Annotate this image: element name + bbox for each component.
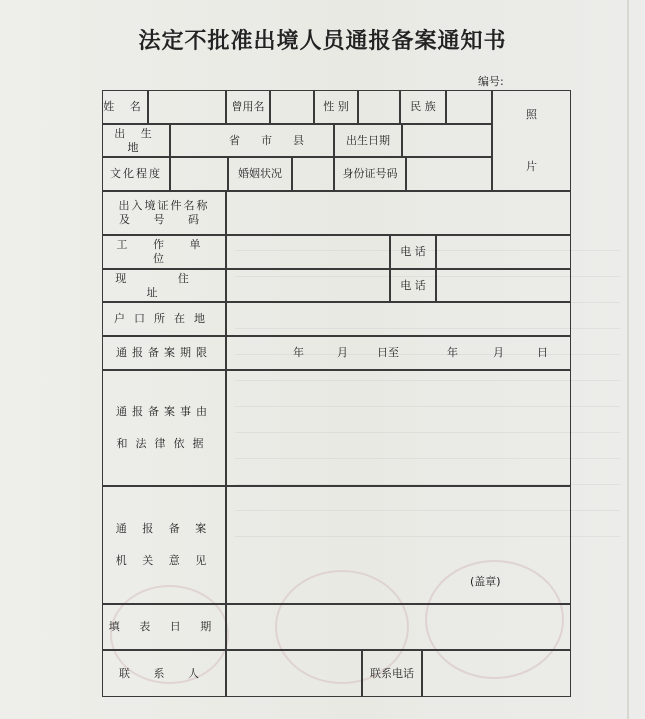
marital-status-label: 婚姻状况 [228,157,292,191]
photo-label-1: 照 [526,107,537,121]
education-label: 文化程度 [102,157,170,191]
former-name-value-cell[interactable] [270,90,314,124]
address-phone-label: 电 话 [390,269,436,302]
period-end-day-label: 日 [537,346,548,359]
agency-opinion-value-cell[interactable] [226,486,571,604]
filing-reason-value-cell[interactable] [226,370,571,486]
fill-date-value-cell[interactable] [226,604,571,650]
employer-value-cell[interactable] [226,235,390,269]
photo-label-2: 片 [526,159,537,173]
gender-value-cell[interactable] [358,90,400,124]
employer-label: 工 作 单 位 [102,235,226,269]
birthplace-value-cell[interactable] [170,124,334,157]
travel-document-value-cell[interactable] [226,191,571,235]
travel-document-label [102,191,226,235]
period-start-year-label: 年 [293,346,304,359]
period-end-month-label: 月 [493,346,504,359]
agency-opinion-label-line1: 通 报 备 案 [115,522,213,535]
period-start-month-label: 月 [337,346,348,359]
filing-reason-label-line1: 通报备案事由 [116,405,212,418]
id-number-value-cell[interactable] [406,157,492,191]
name-label: 姓 名 [102,90,148,124]
address-phone-value-cell[interactable] [436,269,571,302]
employer-phone-value-cell[interactable] [436,235,571,269]
document-title: 法定不批准出境人员通报备案通知书 [138,28,507,54]
travel-document-label-line1: 出入境证件名称 [118,199,210,212]
fill-date-label: 填 表 日 期 [102,604,226,650]
education-value-cell[interactable] [170,157,228,191]
travel-document-label-line2: 及 号 码 [119,213,209,226]
ethnicity-value-cell[interactable] [446,90,492,124]
birthplace-label: 出 生 地 [102,124,170,157]
agency-opinion-label-line2: 机 关 意 见 [115,554,213,567]
address-value-cell[interactable] [226,269,390,302]
marital-status-value-cell[interactable] [292,157,334,191]
province-label: 省 [229,133,240,147]
period-start-day-label: 日至 [377,346,399,359]
address-label: 现 住 址 [102,269,226,302]
period-end-year-label: 年 [447,346,458,359]
contact-person-value-cell[interactable] [226,650,362,697]
filing-reason-label [102,370,226,486]
name-value-cell[interactable] [148,90,226,124]
gender-label: 性 别 [314,90,358,124]
birth-date-value-cell[interactable] [402,124,492,157]
contact-phone-value-cell[interactable] [422,650,571,697]
birth-date-label: 出生日期 [334,124,402,157]
filing-period-label: 通报备案期限 [102,336,226,370]
county-label: 县 [293,133,304,147]
city-label: 市 [261,133,272,147]
seal-note: (盖章) [470,575,501,588]
contact-phone-label: 联系电话 [362,650,422,697]
photo-box [492,90,571,191]
filing-reason-label-line2: 和法律依据 [116,437,212,450]
id-number-label: 身份证号码 [334,157,406,191]
contact-person-label: 联 系 人 [102,650,226,697]
employer-phone-label: 电 话 [390,235,436,269]
agency-opinion-label [102,486,226,604]
serial-number-label: 编号: [478,75,504,88]
household-registration-label: 户口所在地 [102,302,226,336]
household-registration-value-cell[interactable] [226,302,571,336]
ethnicity-label: 民 族 [400,90,446,124]
page-fold [627,0,629,719]
former-name-label: 曾用名 [226,90,270,124]
filing-period-value-cell[interactable] [226,336,571,370]
